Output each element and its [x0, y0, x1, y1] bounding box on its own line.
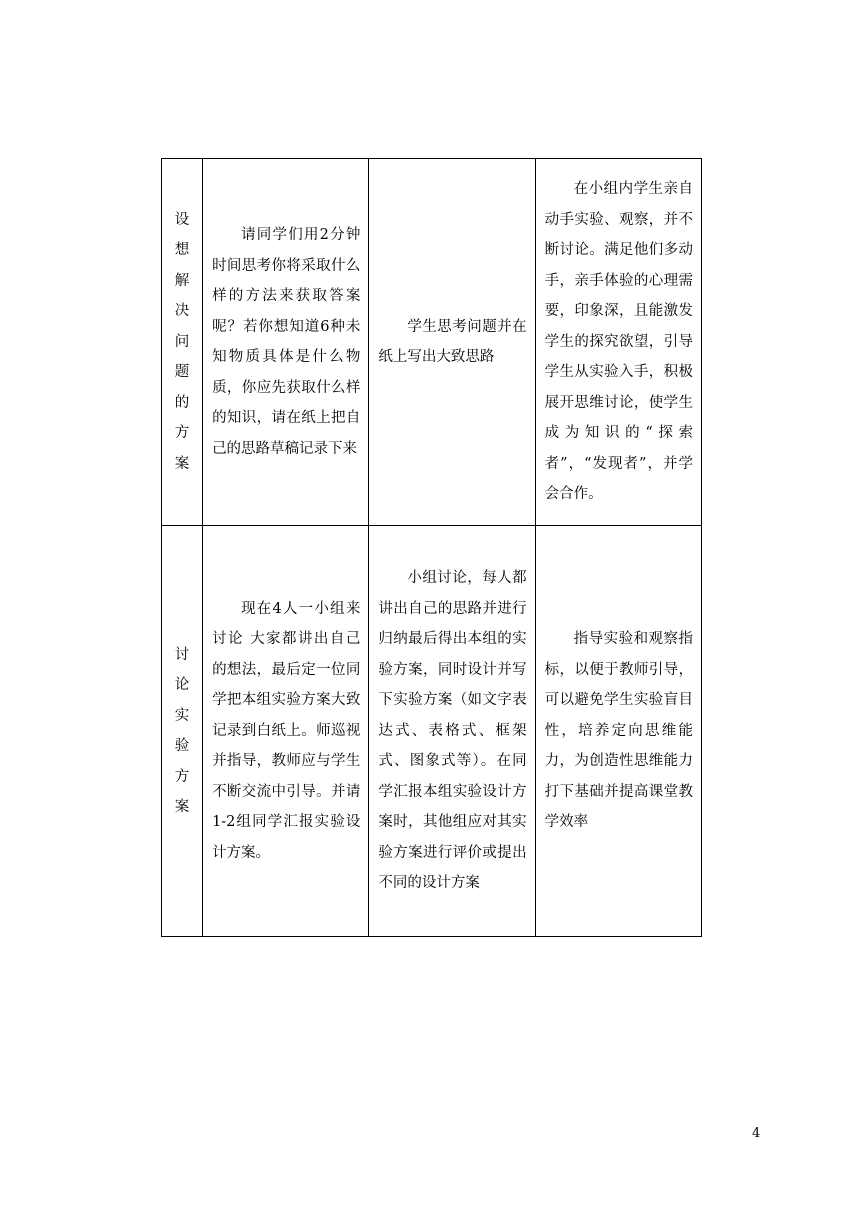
teacher-activity-cell — [203, 526, 369, 937]
page-number: 4 — [752, 1126, 761, 1141]
teacher-activity-text: 现在4人一小组来讨论 大家都讲出自己的想法，最后定一位同学把本组实验方案大致记录到白纸上。师巡视并指导，教师应与学生不断交流中引导。并请1-2组同学汇报实验设计方案。 — [212, 600, 361, 861]
student-activity-text: 小组讨论，每人都讲出自己的思路并进行归纳最后得出本组的实验方案，同时设计并写下实验方案（如文字表达式、表格式、框架式、图象式等）。在同学汇报本组实验设计方案时，其他组应对其实验方案进行评价或提出不同的设计方案 — [378, 570, 527, 892]
teacher-activity-cell — [203, 159, 369, 526]
teacher-activity-text: 请同学们用2分钟时间思考你将采取什么样的方法来获取答案呢？若你想知道6种未知物质具体是什么物质，你应先获取什么样的知识，请在纸上把自己的思路草稿记录下来 — [212, 227, 361, 457]
design-intent-text: 指导实验和观察指标，以便于教师引导，可以避免学生实验盲目性，培养定向思维能力，为创造性思维能力打下基础并提高课堂教学效率 — [544, 631, 693, 831]
design-intent-text: 在小组内学生亲自动手实验、观察，并不断讨论。满足他们多动手，亲手体验的心理需要，印象深，且能激发学生的探究欲望，引导学生从实验入手，积极展开思维讨论，使学生成为知识的“探索者”，“发现者”，并学会合作。 — [544, 181, 693, 503]
stage-label: 讨论实验方案 — [174, 646, 190, 815]
lesson-plan-table — [161, 158, 702, 937]
table-row — [162, 159, 702, 526]
stage-cell — [162, 159, 203, 526]
stage-cell — [162, 526, 203, 937]
stage-label: 设想解决问题的方案 — [174, 211, 190, 472]
design-intent-cell — [535, 159, 701, 526]
design-intent-cell — [535, 526, 701, 937]
student-activity-cell — [369, 526, 535, 937]
table-row — [162, 526, 702, 937]
student-activity-text: 学生思考问题并在纸上写出大致思路 — [378, 318, 527, 365]
student-activity-cell — [369, 159, 535, 526]
